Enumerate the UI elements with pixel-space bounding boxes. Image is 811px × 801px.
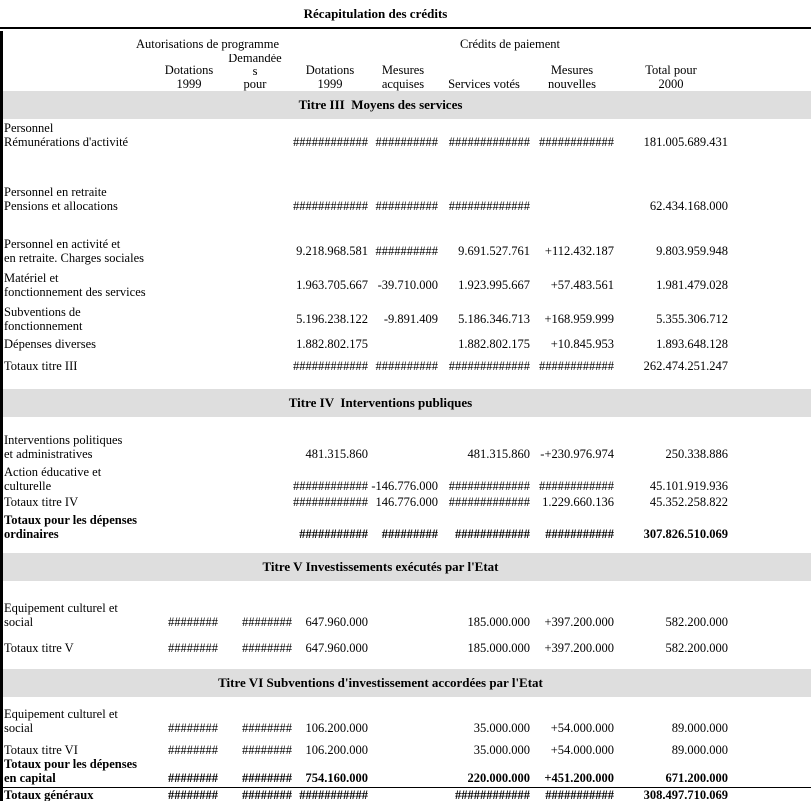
cell: 481.315.860: [305, 447, 368, 461]
cell: 671.200.000: [665, 771, 728, 785]
table-row: [0, 237, 811, 265]
column-header: Mesures nouvelles: [548, 63, 596, 91]
cell: +57.483.561: [550, 278, 614, 292]
cell: #############: [448, 199, 530, 213]
cell: 262.474.251.247: [643, 359, 728, 373]
row-label: Totaux titre V: [4, 641, 74, 655]
row-label: Subventions de fonctionnement: [4, 305, 83, 333]
cell: 106.200.000: [305, 721, 368, 735]
cell: 35.000.000: [473, 743, 530, 757]
row-label: Action éducative et culturelle: [4, 465, 102, 493]
cell: 1.923.995.667: [458, 278, 530, 292]
cell: +54.000.000: [550, 721, 614, 735]
cell: ########: [168, 721, 218, 735]
table-row: [0, 707, 811, 735]
cell: 5.355.306.712: [656, 312, 728, 326]
cell: 1.882.802.175: [458, 337, 530, 351]
row-label: Totaux généraux: [4, 788, 94, 801]
row-label: Interventions politiques et administratives: [4, 433, 123, 461]
cell: 250.338.886: [665, 447, 728, 461]
cell: ########: [242, 641, 292, 655]
cell: ############: [539, 479, 614, 493]
cell: ########: [168, 771, 218, 785]
cell: ########: [168, 743, 218, 757]
cell: ###########: [299, 788, 368, 801]
row-label: Totaux titre III: [4, 359, 78, 373]
cell: 89.000.000: [671, 743, 728, 757]
cell: ############: [539, 135, 614, 149]
table-row: [0, 433, 811, 461]
cell: 308.497.710.069: [643, 788, 728, 801]
row-label: Equipement culturel et social: [4, 601, 118, 629]
column-header: Demandée s pour: [228, 54, 282, 91]
cell: ########: [242, 743, 292, 757]
table-row: [0, 787, 811, 801]
row-label: Totaux pour les dépenses en capital: [4, 757, 138, 785]
table-row: [0, 121, 811, 149]
cell: -+230.976.974: [540, 447, 614, 461]
cell: #############: [448, 495, 530, 509]
table-row: [0, 757, 811, 785]
cell: 45.101.919.936: [649, 479, 728, 493]
cell: 45.352.258.822: [649, 495, 728, 509]
row-label: Dépenses diverses: [4, 337, 96, 351]
table-row: [0, 271, 811, 299]
cell: ########: [168, 788, 218, 801]
cell: ########: [168, 615, 218, 629]
cell: 647.960.000: [305, 641, 368, 655]
cell: +451.200.000: [544, 771, 614, 785]
table-row: [0, 641, 811, 655]
cell: 5.196.238.122: [296, 312, 368, 326]
cell: ###########: [545, 527, 614, 541]
cell: 220.000.000: [467, 771, 530, 785]
cell: ##########: [375, 135, 438, 149]
cell: 1.893.648.128: [656, 337, 728, 351]
cell: 1.229.660.136: [542, 495, 614, 509]
section-band: Titre V Investissements exécutés par l'Etat: [0, 553, 811, 581]
cell: ############: [455, 788, 530, 801]
page-left-border: [0, 31, 3, 801]
cell: 647.960.000: [305, 615, 368, 629]
row-label: Personnel en activité et en retraite. Charges sociales: [4, 237, 144, 265]
cell: +397.200.000: [544, 615, 614, 629]
cell: 582.200.000: [665, 615, 728, 629]
cell: ############: [539, 359, 614, 373]
section-band: Titre IV Interventions publiques: [0, 389, 811, 417]
cell: 481.315.860: [467, 447, 530, 461]
cell: -9.891.409: [383, 312, 438, 326]
cell: +112.432.187: [544, 244, 614, 258]
row-label: Personnel en retraite Pensions et allocations: [4, 185, 118, 213]
section-band: Titre III Moyens des services: [0, 91, 811, 119]
cell: 1.963.705.667: [296, 278, 368, 292]
cell: 9.691.527.761: [458, 244, 530, 258]
cell: #############: [448, 359, 530, 373]
cell: 582.200.000: [665, 641, 728, 655]
cell: 9.803.959.948: [656, 244, 728, 258]
cell: -146.776.000: [371, 479, 438, 493]
cell: ############: [293, 199, 368, 213]
cell: +10.845.953: [550, 337, 614, 351]
group-header-autorisations: Autorisations de programme: [135, 37, 280, 51]
cell: 185.000.000: [467, 615, 530, 629]
cell: ########: [242, 615, 292, 629]
row-label: Personnel Rémunérations d'activité: [4, 121, 129, 149]
table-row: [0, 305, 811, 333]
cell: #############: [448, 135, 530, 149]
table-row: [0, 359, 811, 373]
cell: ############: [293, 135, 368, 149]
cell: ############: [293, 495, 368, 509]
column-header-row: [0, 54, 811, 91]
cell: 9.218.968.581: [296, 244, 368, 258]
cell: +168.959.999: [544, 312, 614, 326]
cell: ##########: [375, 244, 438, 258]
cell: 307.826.510.069: [643, 527, 728, 541]
row-label: Totaux titre IV: [4, 495, 79, 509]
cell: ########: [168, 641, 218, 655]
row-label: Equipement culturel et social: [4, 707, 118, 735]
group-header-credits-paiement: Crédits de paiement: [460, 37, 560, 51]
cell: 185.000.000: [467, 641, 530, 655]
cell: 146.776.000: [375, 495, 438, 509]
row-label: Totaux titre VI: [4, 743, 78, 757]
cell: 1.981.479.028: [656, 278, 728, 292]
cell: ###########: [545, 788, 614, 801]
table-row: [0, 495, 811, 509]
cell: 89.000.000: [671, 721, 728, 735]
cell: ############: [293, 359, 368, 373]
cell: +397.200.000: [544, 641, 614, 655]
column-header: Mesures acquises: [381, 63, 425, 91]
cell: 62.434.168.000: [649, 199, 728, 213]
column-header: Total pour 2000: [645, 63, 697, 91]
cell: 106.200.000: [305, 743, 368, 757]
column-header: Dotations 1999: [164, 63, 214, 91]
cell: -39.710.000: [377, 278, 438, 292]
column-header: Dotations 1999: [305, 63, 355, 91]
table-row: [0, 185, 811, 213]
table-row: [0, 601, 811, 629]
cell: 35.000.000: [473, 721, 530, 735]
cell: ##########: [375, 199, 438, 213]
table-header: [0, 29, 811, 91]
page-title: Récapitulation des crédits: [0, 0, 811, 29]
cell: ############: [455, 527, 530, 541]
row-label: Totaux pour les dépenses ordinaires: [4, 513, 138, 541]
table-row: [0, 337, 811, 351]
cell: +54.000.000: [550, 743, 614, 757]
cell: ########: [242, 721, 292, 735]
cell: 5.186.346.713: [458, 312, 530, 326]
cell: ############: [293, 479, 368, 493]
table-body: [0, 91, 811, 801]
cell: ###########: [299, 527, 368, 541]
cell: ##########: [375, 359, 438, 373]
cell: 754.160.000: [305, 771, 368, 785]
cell: ########: [242, 788, 292, 801]
table-row: [0, 465, 811, 493]
cell: #############: [448, 479, 530, 493]
section-band: Titre VI Subventions d'investissement accordées par l'Etat: [0, 669, 811, 697]
cell: 181.005.689.431: [643, 135, 728, 149]
table-row: [0, 743, 811, 757]
column-header: Services votés: [448, 77, 520, 91]
table-row: [0, 513, 811, 541]
cell: ########: [242, 771, 292, 785]
cell: #########: [381, 527, 438, 541]
cell: 1.882.802.175: [296, 337, 368, 351]
row-label: Matériel et fonctionnement des services: [4, 271, 146, 299]
